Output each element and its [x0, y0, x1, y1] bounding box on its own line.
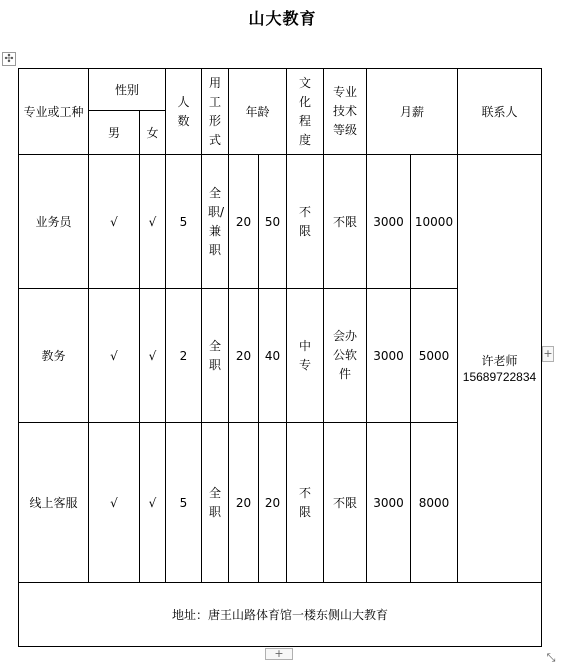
header-education: 文化程度: [287, 69, 324, 155]
cell-salary-min: 3000: [367, 289, 411, 423]
cell-age-max: 50: [259, 155, 287, 289]
cell-age-min: 20: [229, 289, 259, 423]
cell-male: √: [89, 423, 140, 583]
cell-count: 5: [166, 423, 202, 583]
cell-count: 2: [166, 289, 202, 423]
cell-skill: 不限: [324, 423, 367, 583]
cell-male: √: [89, 155, 140, 289]
cell-salary-max: 10000: [411, 155, 458, 289]
table-resize-handle-icon[interactable]: ⤡: [546, 651, 556, 664]
header-male: 男: [89, 111, 140, 155]
cell-salary-min: 3000: [367, 155, 411, 289]
cell-age-min: 20: [229, 423, 259, 583]
cell-education: 不限: [287, 423, 324, 583]
header-female: 女: [140, 111, 166, 155]
header-age: 年龄: [229, 69, 287, 155]
header-count: 人数: [166, 69, 202, 155]
table-row: [19, 155, 542, 289]
cell-skill: 会办公软件: [324, 289, 367, 423]
cell-age-max: 20: [259, 423, 287, 583]
add-column-button[interactable]: +: [543, 347, 553, 360]
cell-skill: 不限: [324, 155, 367, 289]
cell-job: 教务: [19, 289, 89, 423]
document-title: 山大教育: [248, 9, 317, 28]
cell-count: 5: [166, 155, 202, 289]
recruitment-table: [18, 68, 542, 647]
cell-job: 业务员: [19, 155, 89, 289]
add-row-button[interactable]: +: [265, 648, 293, 660]
cell-female: √: [140, 289, 166, 423]
header-contact: 联系人: [458, 69, 542, 155]
header-employment: 用工形式: [202, 69, 229, 155]
cell-salary-max: 8000: [411, 423, 458, 583]
cell-job: 线上客服: [19, 423, 89, 583]
cell-employment: 全职: [202, 289, 229, 423]
cell-female: √: [140, 423, 166, 583]
cell-salary-min: 3000: [367, 423, 411, 583]
cell-education: 不限: [287, 155, 324, 289]
cell-contact: [458, 155, 542, 583]
cell-education: 中专: [287, 289, 324, 423]
cell-age-max: 40: [259, 289, 287, 423]
header-job: 专业或工种: [19, 69, 89, 155]
cell-salary-max: 5000: [411, 289, 458, 423]
cell-age-min: 20: [229, 155, 259, 289]
table-move-handle-icon[interactable]: ✣: [2, 52, 16, 66]
header-salary: 月薪: [367, 69, 458, 155]
cell-employment: 全职: [202, 423, 229, 583]
address-cell: 地址：唐王山路体育馆一楼东侧山大教育: [19, 583, 542, 647]
cell-employment: 全职/兼职: [202, 155, 229, 289]
cell-male: √: [89, 289, 140, 423]
cell-female: √: [140, 155, 166, 289]
header-gender: 性别: [89, 69, 166, 111]
contact-phone: 15689722834: [462, 369, 537, 384]
contact-name: 许老师: [481, 353, 518, 368]
header-skill: 专业技术等级: [324, 69, 367, 155]
